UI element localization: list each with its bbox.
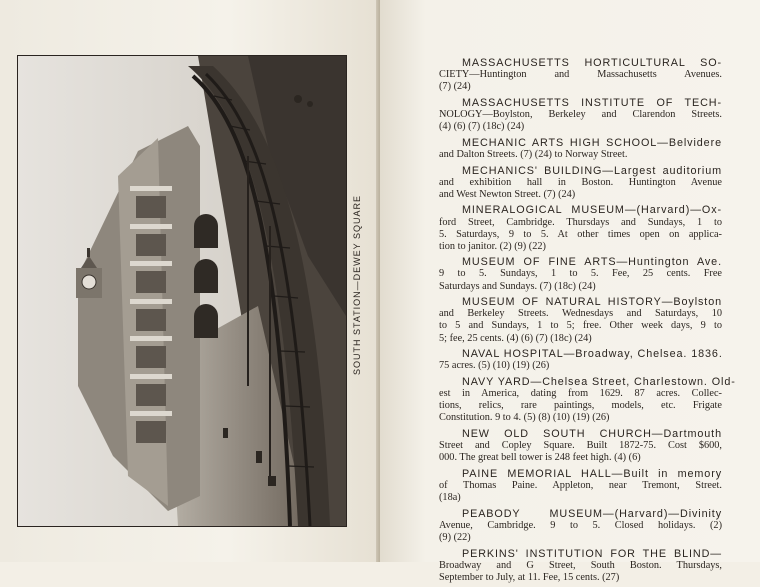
entry-line: to 5 and Sundays, 1 to 5; free. Other week days, 9 to <box>439 320 722 332</box>
entry-navy-yard <box>439 376 736 424</box>
entry-mass-horticultural <box>439 57 722 93</box>
entry-line: MASSACHUSETTS HORTICULTURAL SO- <box>462 57 722 69</box>
entry-line: and Berkeley Streets. Wednesdays and Saturdays, 10 <box>439 308 722 320</box>
entry-line: 000. The great bell tower is 248 feet high. (4) (6) <box>439 452 641 464</box>
entry-line: Avenue, Cambridge. 9 to 5. Closed holidays. (2) <box>439 519 722 531</box>
entry-line: and exhibition hall in Boston. Huntington Avenue <box>439 176 722 188</box>
entry-line: (18a) <box>439 492 461 504</box>
directory-entries <box>439 57 736 587</box>
entry-line: NAVY YARD—Chelsea Street, Charlestown. Old- <box>462 376 736 388</box>
entry-mineralogical-museum <box>439 204 722 252</box>
entry-line: (7) (24) <box>439 81 471 93</box>
entry-line: NOLOGY—Boylston, Berkeley and Clarendon Streets. <box>439 108 722 120</box>
entry-new-old-south-church <box>439 428 722 464</box>
entry-line: (9) (22) <box>439 531 471 543</box>
entry-line: PEABODY MUSEUM—(Harvard)—Divinity <box>462 507 722 520</box>
entry-line: PERKINS' INSTITUTION FOR THE BLIND— <box>462 547 722 560</box>
entry-line: Saturdays and Sundays. (7) (18c) (24) <box>439 280 596 292</box>
entry-line: (4) (6) (7) (18c) (24) <box>439 121 525 133</box>
entry-line: 5; fee, 25 cents. (4) (6) (7) (18c) (24) <box>439 332 592 344</box>
entry-line: NAVAL HOSPITAL—Broadway, Chelsea. 1836. <box>462 348 723 361</box>
entry-museum-fine-arts <box>439 256 722 292</box>
entry-line: MASSACHUSETTS INSTITUTE OF TECH- <box>462 96 722 109</box>
entry-paine-memorial-hall <box>439 468 722 504</box>
entry-line: MECHANICS' BUILDING—Largest auditorium <box>462 164 722 177</box>
entry-naval-hospital <box>439 348 722 372</box>
entry-mechanics-building <box>439 165 722 201</box>
entry-line: MUSEUM OF NATURAL HISTORY—Boylston <box>462 296 722 309</box>
entry-line: MECHANIC ARTS HIGH SCHOOL—Belvidere <box>462 136 722 149</box>
entry-mechanic-arts-high-school <box>439 137 722 161</box>
entry-line: PAINE MEMORIAL HALL—Built in memory <box>462 467 722 480</box>
entry-line: Street and Copley Square. Built 1872-75. Cost $600, <box>439 440 722 452</box>
entry-line: and West Newton Street. (7) (24) <box>439 188 576 200</box>
entry-line: MUSEUM OF FINE ARTS—Huntington Ave. <box>462 256 722 269</box>
entry-perkins-institution <box>439 548 722 584</box>
entry-line: MINERALOGICAL MUSEUM—(Harvard)—Ox- <box>462 204 722 217</box>
photo-caption: SOUTH STATION—DEWEY SQUARE <box>352 194 362 375</box>
entry-line: 9 to 5. Sundays, 1 to 5. Fee, 25 cents. Free <box>439 268 722 280</box>
entry-line: Broadway and G Street, South Boston. Thursdays, <box>439 559 722 571</box>
entry-line: tions, relics, rare paintings, models, etc. Frigate <box>439 400 722 412</box>
entry-line: ford Street, Cambridge. Thursdays and Sundays, 1 to <box>439 216 722 228</box>
photo-illustration <box>18 56 346 526</box>
left-page <box>0 0 380 562</box>
entry-line: of Thomas Paine. Appleton, near Tremont, Street. <box>439 479 722 491</box>
south-station-photo <box>17 55 347 527</box>
entry-peabody-museum <box>439 508 722 544</box>
entry-line: tion to janitor. (2) (9) (22) <box>439 240 546 252</box>
entry-museum-natural-history <box>439 296 722 344</box>
entry-line: est in America, dating from 1629. 87 acres. Collec- <box>439 388 722 400</box>
entry-line: CIETY—Huntington and Massachusetts Avenues. <box>439 69 722 81</box>
entry-line: 5. Saturdays, 9 to 5. At other times open on applica- <box>439 228 722 240</box>
entry-line: and Dalton Streets. (7) (24) to Norway Street. <box>439 148 628 160</box>
entry-mass-institute-technology <box>439 97 722 133</box>
entry-line: NEW OLD SOUTH CHURCH—Dartmouth <box>462 427 722 440</box>
entry-line: Constitution. 9 to 4. (5) (8) (10) (19) (26) <box>439 412 610 424</box>
entry-line: September to July, at 11. Fee, 15 cents. (27) <box>439 571 620 583</box>
entry-line: 75 acres. (5) (10) (19) (26) <box>439 360 550 372</box>
